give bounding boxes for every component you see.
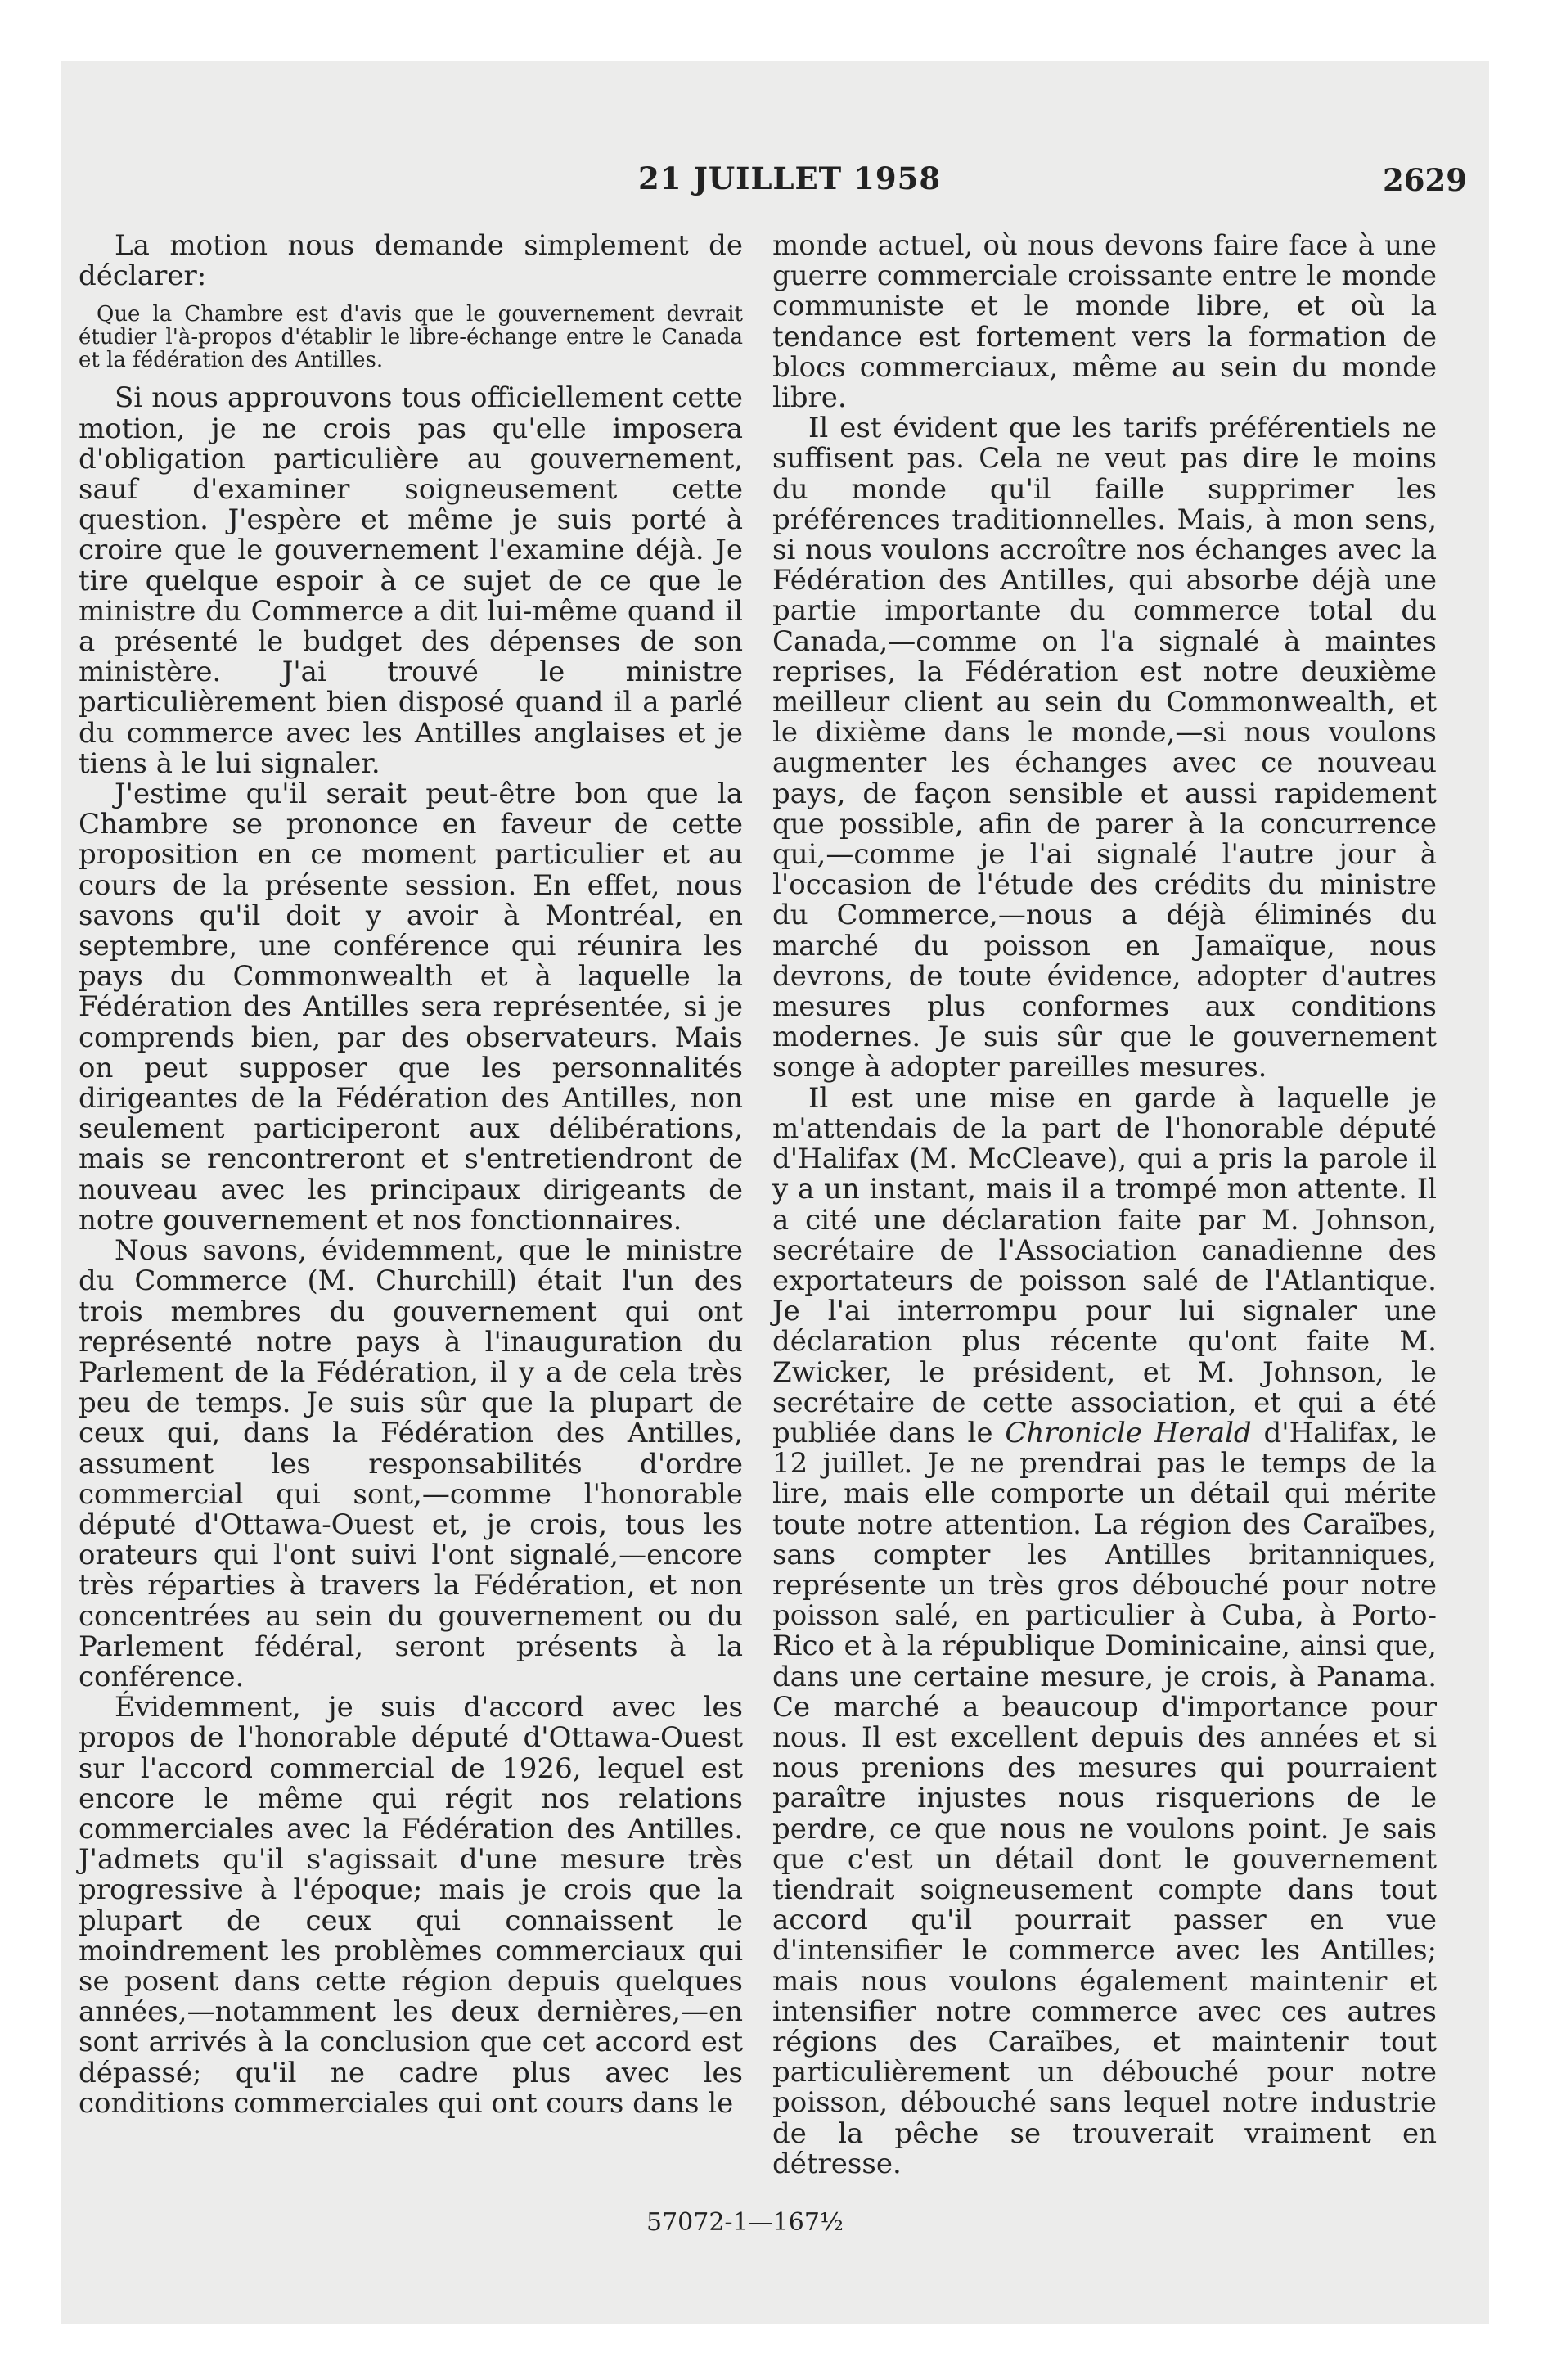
paragraph: Il est évident que les tarifs préférentiels ne suffisent pas. Cela ne veut pas dire le moins du monde qu'il faille supprimer les préférences traditionnelles. Mais, à mon sens, si nous voulons accroître nos échanges avec la Fédération des Antilles, qui absorbe déjà une partie importante du commerce total du Canada,—comme on l'a signalé à maintes reprises, la Fédération est notre deuxième meilleur client au sein du Commonwealth, et le dixième dans le monde,—si nous voulons augmenter les échanges avec ce nouveau pays, de façon sensible et aussi rapidement que possible, afin de parer à la concurrence qui,—comme je l'ai signalé l'autre jour à l'occasion de l'étude des crédits du ministre du Commerce,—nous a déjà éliminés du marché du poisson en Jamaïque, nous devrons, de toute évidence, adopter d'autres mesures plus conformes aux conditions modernes. Je suis sûr que le gouvernement songe à adopter pareilles mesures. [772,412,1437,1084]
footer-code: 57072-1—167½ [646,2208,844,2237]
paragraph-text: Il est une mise en garde à laquelle je m'attendais de la part de l'honorable député d'Halifax (M. McCleave), qui a pris la parole il y a un instant, mais il a trompé mon attente. Il a cité une déclaration faite par M. Johnson, secrétaire de l'Association canadienne des exportateurs de poisson salé de l'Atlantique. Je l'ai interrompu pour lui signaler une déclaration plus récente qu'ont faite M. Zwicker, le président, et M. Johnson, le secrétaire de cette association, et qui a été publiée dans le [772,1081,1437,1449]
header-date: 21 JUILLET 1958 [638,160,942,196]
page-number: 2629 [1383,162,1467,198]
paragraph [772,1081,1438,2180]
motion-quote: Que la Chambre est d'avis que le gouvernement devrait étudier l'à-propos d'établir le libre-échange entre le Canada et la fédération des Antilles. [79,302,743,373]
paragraph: Évidemment, je suis d'accord avec les propos de l'honorable député d'Ottawa-Ouest sur l'accord commercial de 1926, lequel est encore le même qui régit nos relations commerciales avec la Fédération des Antilles. J'admets qu'il s'agissait d'une mesure très progressive à l'époque; mais je crois que la plupart de ceux qui connaissent le moindrement les problèmes commerciaux qui se posent dans cette région depuis quelques années,—notamment les deux dernières,—en sont arrivés à la conclusion que cet accord est dépassé; qu'il ne cadre plus avec les conditions commerciales qui ont cours dans le [79,1691,743,2120]
right-column [772,231,1437,2179]
paragraph: La motion nous demande simplement de déclarer: [79,229,743,293]
left-column [79,231,743,2119]
paragraph-text: d'Halifax, le 12 juillet. Je ne prendrai pas le temps de la lire, mais elle comporte un détail qui mérite toute notre attention. La région des Caraïbes, sans compter les Antilles britanniques, représente un très gros débouché pour notre poisson salé, en particulier à Cuba, à Porto-Rico et à la république Dominicaine, ainsi que, dans une certaine mesure, je crois, à Panama. Ce marché a beaucoup d'importance pour nous. Il est excellent depuis des années et si nous prenions des mesures qui pourraient paraître injustes nous risquerions de le perdre, ce que nous ne voulons point. Je sais que c'est un détail dont le gouvernement tiendrait soigneusement compte dans tout accord qu'il pourrait passer en vue d'intensifier le commerce avec les Antilles; mais nous voulons également maintenir et intensifier notre commerce avec ces autres régions des Caraïbes, et maintenir tout particulièrement un débouché pour notre poisson, débouché sans lequel notre industrie de la pêche se trouverait vraiment en détresse. [772,1416,1438,2180]
paragraph: monde actuel, où nous devons faire face à une guerre commerciale croissante entre le monde communiste et le monde libre, et où la tendance est fortement vers la formation de blocs commerciaux, même au sein du monde libre. [772,229,1437,415]
newspaper-title: Chronicle Herald [1005,1416,1252,1449]
paragraph: Nous savons, évidemment, que le ministre du Commerce (M. Churchill) était l'un des trois membres du gouvernement qui ont représenté notre pays à l'inauguration du Parlement de la Fédération, il y a de cela très peu de temps. Je suis sûr que la plupart de ceux qui, dans la Fédération des Antilles, assument les responsabilités d'ordre commercial qui sont,—comme l'honorable député d'Ottawa-Ouest et, je crois, tous les orateurs qui l'ont suivi l'ont signalé,—encore très réparties à travers la Fédération, et non concentrées au sein du gouvernement ou du Parlement fédéral, seront présents à la conférence. [79,1234,743,1693]
paragraph: Si nous approuvons tous officiellement cette motion, je ne crois pas qu'elle imposera d'obligation particulière au gouvernement, sauf d'examiner soigneusement cette question. J'espère et même je suis porté à croire que le gouvernement l'examine déjà. Je tire quelque espoir à ce sujet de ce que le ministre du Commerce a dit lui-même quand il a présenté le budget des dépenses de son ministère. J'ai trouvé le ministre particulièrement bien disposé quand il a parlé du commerce avec les Antilles anglaises et je tiens à le lui signaler. [79,381,743,780]
paragraph: J'estime qu'il serait peut-être bon que la Chambre se prononce en faveur de cette proposition en ce moment particulier et au cours de la présente session. En effet, nous savons qu'il doit y avoir à Montréal, en septembre, une conférence qui réunira les pays du Commonwealth et à laquelle la Fédération des Antilles sera représentée, si je comprends bien, par des observateurs. Mais on peut supposer que les personnalités dirigeantes de la Fédération des Antilles, non seulement participeront aux délibérations, mais se rencontreront et s'entretiendront de nouveau avec les principaux dirigeants de notre gouvernement et nos fonctionnaires. [79,778,743,1237]
